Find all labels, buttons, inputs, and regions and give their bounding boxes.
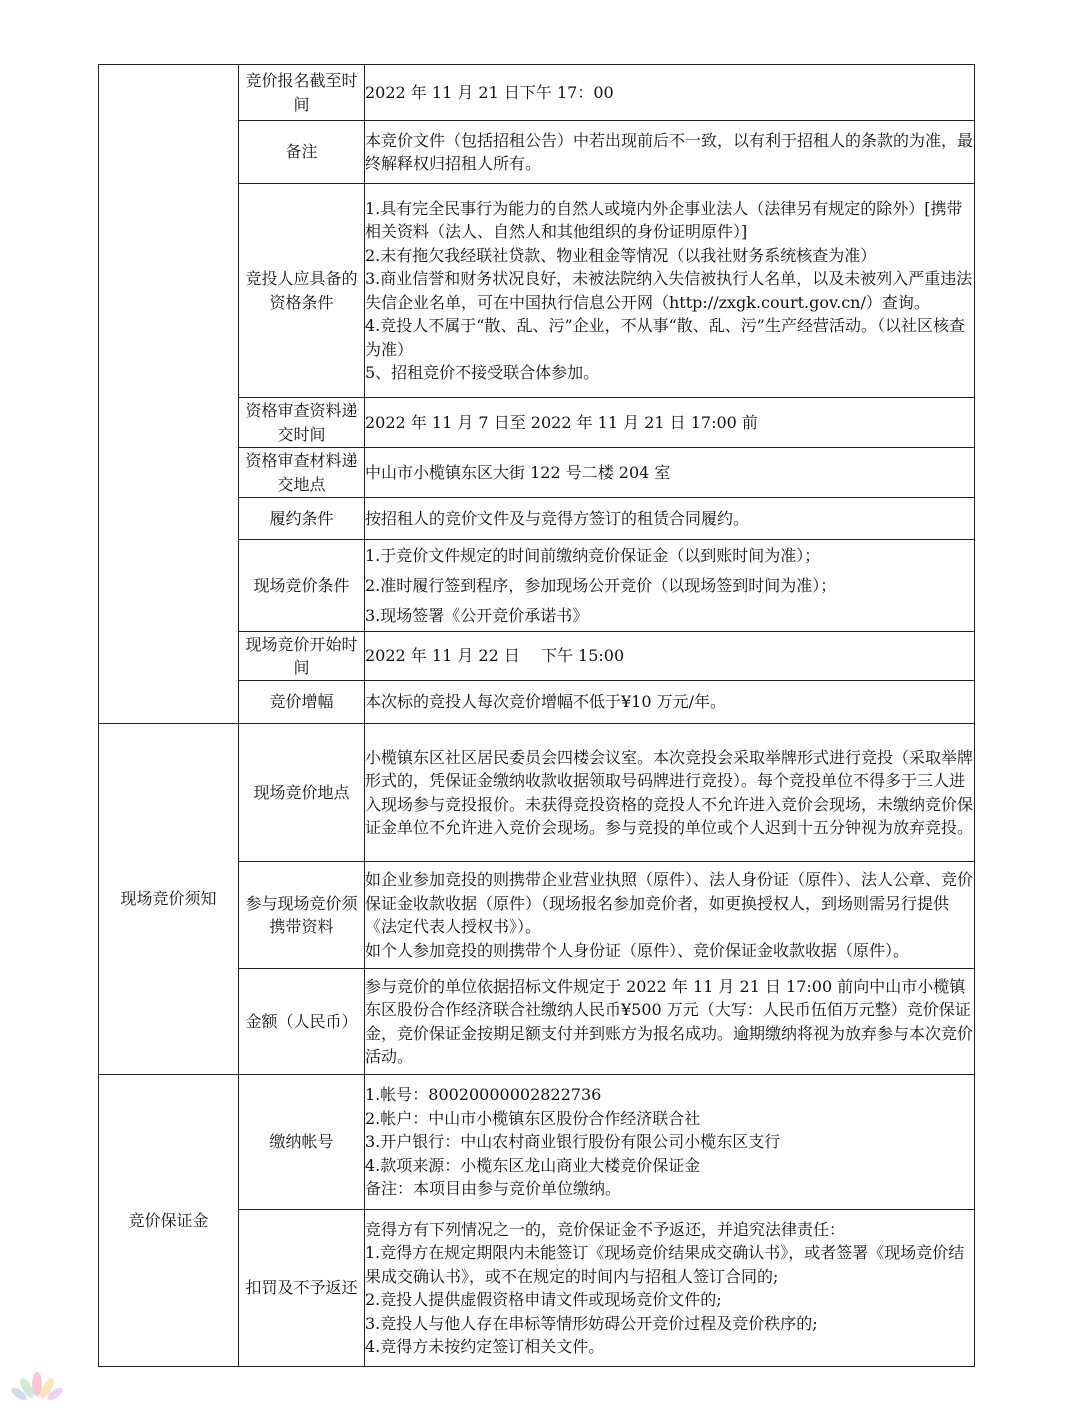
- value-line: 5、招租竞价不接受联合体参加。: [365, 363, 600, 382]
- table-row: [99, 65, 975, 121]
- table-row: [99, 724, 975, 862]
- value-line: 2022 年 11 月 21 日下午 17：00: [365, 82, 614, 102]
- row-value: [365, 1210, 975, 1367]
- row-label: 现场竞价开始时间: [239, 632, 365, 681]
- lotus-logo-icon: [10, 1370, 64, 1404]
- row-label: 扣罚及不予返还: [239, 1210, 365, 1367]
- row-label: 资格审查资料递交时间: [239, 398, 365, 448]
- value-line: 1.帐号：80020000002822736: [365, 1085, 602, 1105]
- value-line: 4.竞投人不属于“散、乱、污”企业，不从事“散、乱、污”生产经营活动。（以社区核查为准）: [365, 316, 965, 359]
- row-label: 参与现场竞价须携带资料: [239, 862, 365, 969]
- value-line: 2.准时履行签到程序，参加现场公开竞价（以现场签到时间为准）；: [365, 575, 837, 595]
- row-value: [365, 65, 975, 121]
- row-value: [365, 1075, 975, 1210]
- row-label: 资格审查材料递交地点: [239, 448, 365, 498]
- value-line: 2.未有拖欠我经联社贷款、物业租金等情况（以我社财务系统核查为准）: [365, 245, 877, 265]
- category-cell-blank: [99, 65, 239, 724]
- value-line: 3.竞投人与他人存在串标等情形妨碍公开竞价过程及竞价秩序的;: [365, 1313, 818, 1333]
- value-line: 中山市小榄镇东区大街 122 号二楼 204 室: [365, 462, 671, 482]
- value-line: 1.竞得方在规定期限内未能签订《现场竞价结果成交确认书》，或者签署《现场竞价结果成交确认书》，或不在规定的时间内与招租人签订合同的;: [365, 1243, 965, 1286]
- value-line: 2.竞投人提供虚假资格申请文件或现场竞价文件的;: [365, 1290, 722, 1309]
- row-label: 现场竞价条件: [239, 540, 365, 632]
- section-title-notice: 现场竞价须知: [99, 724, 239, 1075]
- row-value: [365, 498, 975, 540]
- value-line: 如企业参加竞投的则携带企业营业执照（原件）、法人身份证（原件）、法人公章、竞价保证金收款收据（原件）（现场报名参加竞价者，如更换授权人，到场则需另行提供《法定代表人授权书》）。: [365, 870, 974, 936]
- row-label: 备注: [239, 121, 365, 184]
- row-label: 竞价增幅: [239, 681, 365, 724]
- value-line: 参与竞价的单位依据招标文件规定于 2022 年 11 月 21 日 17:00 前向中山市小榄镇东区股份合作经济联合社缴纳人民币¥500 万元（大写：人民币伍佰万元整）竞价保证金，竞价保证金按期足额支付并到账方为报名成功。逾期缴纳将视为放弃参与本次竞价活动。: [365, 976, 974, 1066]
- value-line: 1.于竞价文件规定的时间前缴纳竞价保证金（以到账时间为准）；: [365, 545, 821, 565]
- row-value: [365, 448, 975, 498]
- row-label: 金额（人民币）: [239, 969, 365, 1075]
- value-line: 4.款项来源：小榄东区龙山商业大楼竞价保证金: [365, 1155, 701, 1175]
- row-label: 缴纳帐号: [239, 1075, 365, 1210]
- value-line: 按招租人的竞价文件及与竞得方签订的租赁合同履约。: [365, 508, 750, 528]
- value-line: 3.现场签署《公开竞价承诺书》: [365, 605, 589, 625]
- row-label: 竞投人应具备的资格条件: [239, 184, 365, 398]
- row-value: [365, 121, 975, 184]
- value-line: 3.开户银行：中山农村商业银行股份有限公司小榄东区支行: [365, 1132, 781, 1152]
- value-line: 本竞价文件（包括招租公告）中若出现前后不一致，以有利于招租人的条款的为准，最终解释权归招租人所有。: [365, 130, 974, 173]
- value-line: 3.商业信誉和财务状况良好，未被法院纳入失信被执行人名单，以及未被列入严重违法失信企业名单，可在中国执行信息公开网（http://zxgk.court.gov.cn/）查询。: [365, 269, 973, 312]
- table-row: [99, 1075, 975, 1210]
- value-line: 备注：本项目由参与竞价单位缴纳。: [365, 1179, 622, 1199]
- row-label: 竞价报名截至时间: [239, 65, 365, 121]
- value-line: 小榄镇东区社区居民委员会四楼会议室。本次竞投会采取举牌形式进行竞投（采取举牌形式的，凭保证金缴纳收款收据领取号码牌进行竞投）。每个竞投单位不得多于三人进入现场参与竞投报价。未获得竞投资格的竞投人不允许进入竞价会现场，未缴纳竞价保证金单位不允许进入竞价会现场。参与竞投的单位或个人迟到十五分钟视为放弃竞投。: [365, 747, 974, 837]
- row-value: [365, 724, 975, 862]
- tender-info-table: [98, 64, 975, 1367]
- row-value: [365, 969, 975, 1075]
- value-line: 4.竞得方未按约定签订相关文件。: [365, 1337, 605, 1356]
- row-value: [365, 681, 975, 724]
- row-value: [365, 862, 975, 969]
- value-line: 2022 年 11 月 22 日 下午 15:00: [365, 646, 625, 666]
- value-line: 如个人参加竞投的则携带个人身份证（原件）、竞价保证金收款收据（原件）。: [365, 940, 910, 960]
- value-line: 竞得方有下列情况之一的，竞价保证金不予返还，并追究法律责任：: [365, 1219, 846, 1239]
- row-label: 履约条件: [239, 498, 365, 540]
- value-line: 本次标的竞投人每次竞价增幅不低于¥10 万元/年。: [365, 692, 727, 712]
- value-line: 1.具有完全民事行为能力的自然人或境内外企事业法人（法律另有规定的除外）[携带相关资料（法人、自然人和其他组织的身份证明原件）]: [365, 198, 963, 241]
- row-value: [365, 398, 975, 448]
- section-title-deposit: 竞价保证金: [99, 1075, 239, 1367]
- value-line: 2.帐户：中山市小榄镇东区股份合作经济联合社: [365, 1108, 701, 1128]
- row-value: [365, 540, 975, 632]
- value-line: 2022 年 11 月 7 日至 2022 年 11 月 21 日 17:00 前: [365, 412, 758, 432]
- row-label: 现场竞价地点: [239, 724, 365, 862]
- row-value: [365, 632, 975, 681]
- row-value: [365, 184, 975, 398]
